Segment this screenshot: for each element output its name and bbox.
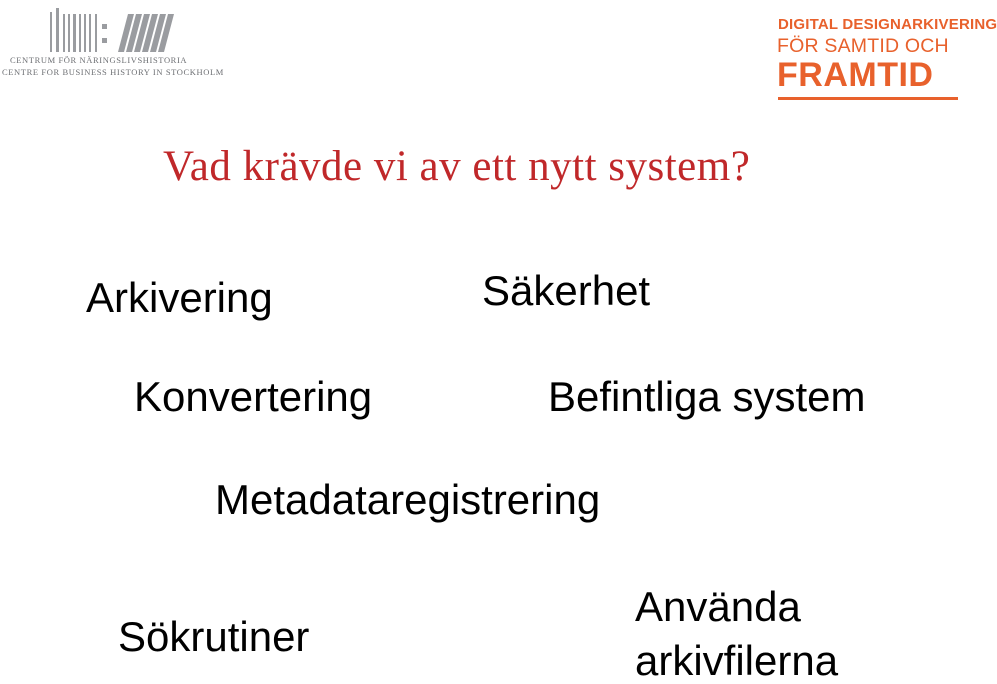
keyword-befintliga-system: Befintliga system <box>548 373 866 420</box>
keyword-arkivering: Arkivering <box>86 274 273 321</box>
keyword-sokrutiner: Sökrutiner <box>118 613 310 660</box>
logo-right-line1: DIGITAL DESIGNARKIVERING <box>778 16 997 33</box>
keyword-metadataregistrering: Metadataregistrering <box>215 476 601 523</box>
logo-right-line3: FRAMTID <box>777 56 934 94</box>
keyword-arkivfilerna: arkivfilerna <box>635 637 839 684</box>
logo-left-line1: CENTRUM FÖR NÄRINGSLIVSHISTORIA <box>10 55 188 65</box>
keyword-anvanda: Använda <box>635 583 801 630</box>
slide-title: Vad krävde vi av ett nytt system? <box>163 143 751 190</box>
logo-right-underline <box>778 97 958 100</box>
logo-centrum-naringslivshistoria <box>0 4 230 80</box>
logo-digital-designarkivering <box>776 14 997 106</box>
archive-bars-logo-icon <box>46 8 176 54</box>
keyword-konvertering: Konvertering <box>134 373 373 420</box>
logo-left-line2: CENTRE FOR BUSINESS HISTORY IN STOCKHOLM <box>2 67 224 77</box>
keyword-sakerhet: Säkerhet <box>482 267 651 314</box>
logo-right-line2: FÖR SAMTID OCH <box>777 35 949 57</box>
